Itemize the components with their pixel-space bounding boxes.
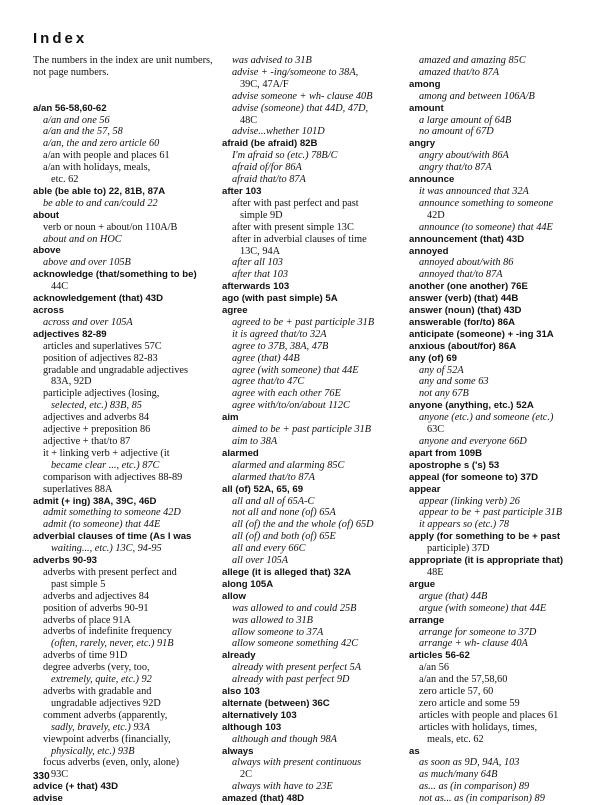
index-subentry: any of 52A (419, 364, 464, 376)
index-subentry: already with present perfect 5A (232, 662, 362, 674)
index-subentry: was allowed to and could 25B (232, 602, 357, 614)
index-subentry: arrange + wh- clause 40A (419, 638, 528, 650)
index-subentry: 13C, 94A (240, 245, 281, 257)
index-headword: allow (222, 590, 246, 602)
index-subentry: arrange for someone to 37D (419, 626, 537, 638)
index-subentry: agree to 37B, 38A, 47B (232, 340, 329, 352)
index-headword: amount (409, 102, 444, 114)
index-subentry: any and some 63 (419, 376, 489, 388)
index-headword: afraid (be afraid) 82B (222, 138, 318, 150)
index-subentry: adverbs of indefinite frequency (43, 626, 172, 638)
index-subentry: admit something to someone 42D (43, 507, 181, 519)
index-subentry: adjective + preposition 86 (43, 424, 151, 436)
index-subentry: after with past perfect and past (232, 197, 359, 209)
index-headword: amazed (that) 48D (222, 793, 305, 805)
index-subentry: agree (that) 44B (232, 352, 300, 364)
index-subentry: afraid that/to 87A (232, 174, 306, 186)
index-column-2 (222, 55, 402, 805)
index-subentry: no amount of 67D (419, 126, 494, 138)
index-headword: agree (222, 305, 248, 317)
index-subentry: among and between 106A/B (419, 90, 535, 102)
index-headword: annoyed (409, 245, 449, 257)
index-subentry: was allowed to 31B (232, 614, 313, 626)
index-subentry: as soon as 9D, 94A, 103 (419, 757, 520, 769)
index-subentry: 42D (427, 209, 445, 221)
index-subentry: adverbs with present perfect and (43, 566, 177, 578)
index-headword: adverbs 90-93 (33, 555, 97, 567)
index-subentry: zero article 57, 60 (419, 686, 494, 698)
index-subentry: gradable and ungradable adjectives (43, 364, 188, 376)
index-subentry: comparison with adjectives 88-89 (43, 471, 183, 483)
index-subentry: 63C (427, 424, 445, 436)
index-headword: anticipate (someone) + -ing 31A (409, 328, 554, 340)
index-headword: appear (409, 483, 441, 495)
index-headword: acknowledge (that/something to be) (33, 269, 197, 281)
index-subentry: participle adjectives (losing, (43, 388, 160, 400)
index-subentry: allow someone something 42C (232, 638, 359, 650)
index-subentry: participle) 37D (427, 543, 490, 555)
index-headword: alternatively 103 (222, 709, 297, 721)
index-subentry: articles with holidays, times, (419, 721, 538, 733)
index-entries (222, 55, 402, 805)
index-subentry: agreed to be + past participle 31B (232, 316, 375, 328)
index-subentry: 2C (240, 769, 253, 781)
index-headword: among (409, 78, 441, 90)
index-headword: although 103 (222, 721, 282, 733)
index-subentry: simple 9D (240, 209, 283, 221)
index-title: Index (33, 30, 88, 47)
index-subentry: a/an, the and zero article 60 (43, 138, 160, 150)
index-headword: ago (with past simple) 5A (222, 293, 338, 305)
index-headword: apostrophe s ('s) 53 (409, 459, 500, 471)
index-subentry: across and over 105A (43, 316, 133, 328)
index-headword: a/an 56-58,60-62 (33, 102, 107, 114)
index-subentry: degree adverbs (very, too, (43, 662, 150, 674)
index-subentry: admit (to someone) that 44E (43, 519, 161, 531)
index-subentry: extremely, quite, etc.) 92 (51, 674, 152, 686)
index-headword: angry (409, 138, 436, 150)
index-subentry: argue (that) 44B (419, 590, 488, 602)
index-subentry: always with have to 23E (232, 781, 333, 793)
index-subentry: aimed to be + past participle 31B (232, 424, 372, 436)
index-headword: anyone (anything, etc.) 52A (409, 400, 534, 412)
index-subentry: above and over 105B (43, 257, 131, 269)
index-subentry: articles and superlatives 57C (43, 340, 162, 352)
index-subentry: angry about/with 86A (419, 150, 509, 162)
index-subentry: afraid of/for 86A (232, 162, 302, 174)
index-subentry: 48C (240, 114, 258, 126)
index-subentry: a large amount of 64B (419, 114, 512, 126)
index-subentry: etc. 62 (51, 174, 79, 186)
index-subentry: allow someone to 37A (232, 626, 324, 638)
index-headword: all (of) 52A, 65, 69 (222, 483, 304, 495)
index-subentry: after that 103 (232, 269, 289, 281)
index-subentry: amazed and amazing 85C (419, 55, 526, 66)
index-entries (409, 55, 587, 805)
index-headword: apart from 109B (409, 447, 483, 459)
index-subentry: all and all of 65A-C (232, 495, 315, 507)
index-subentry: appear (linking verb) 26 (419, 495, 520, 507)
index-subentry: argue (with someone) that 44E (419, 602, 547, 614)
index-headword: always (222, 745, 254, 757)
index-subentry: superlatives 88A (43, 483, 113, 495)
index-column-3 (409, 55, 587, 805)
index-subentry: announce something to someone (419, 197, 554, 209)
index-subentry: adverbs of place 91A (43, 614, 131, 626)
index-headword: announce (409, 174, 455, 186)
index-subentry: became clear ..., etc.) 87C (51, 459, 160, 471)
index-headword: apply (for something to be + past (409, 531, 561, 543)
index-subentry: not all and none (of) 65A (232, 507, 336, 519)
index-subentry: adverbs and adjectives 84 (43, 590, 150, 602)
index-subentry: a/an with people and places 61 (43, 150, 170, 162)
index-headword: advise (33, 793, 63, 805)
index-subentry: advise someone + wh- clause 40B (232, 90, 373, 102)
index-subentry: about and on HOC (43, 233, 122, 245)
index-subentry: after with present simple 13C (232, 221, 354, 233)
index-subentry: as much/many 64B (419, 769, 498, 781)
index-subentry: alarmed and alarming 85C (232, 459, 345, 471)
index-headword: advice (+ that) 43D (33, 781, 119, 793)
index-subentry: all and every 66C (232, 543, 306, 555)
index-headword: adjectives 82-89 (33, 328, 107, 340)
index-subentry: although and though 98A (232, 733, 337, 745)
index-entries (33, 79, 215, 805)
spacer (33, 79, 215, 91)
index-subentry: selected, etc.) 83B, 85 (51, 400, 142, 412)
index-subentry: all (of) the and the whole (of) 65D (232, 519, 374, 531)
index-headword: alternate (between) 36C (222, 697, 330, 709)
index-subentry: 93C (51, 769, 69, 781)
index-subentry: zero article and some 59 (419, 697, 520, 709)
index-subentry: advise...whether 101D (232, 126, 325, 138)
index-subentry: position of adjectives 82-83 (43, 352, 158, 364)
index-subentry: past simple 5 (51, 578, 106, 590)
index-subentry: all (of) and both (of) 65E (232, 531, 336, 543)
index-headword: as (409, 745, 420, 757)
index-headword: appeal (for someone to) 37D (409, 471, 539, 483)
index-subentry: appear to be + past participle 31B (419, 507, 563, 519)
index-subentry: focus adverbs (even, only, alone) (43, 757, 180, 769)
index-headword: after 103 (222, 185, 262, 197)
index-subentry: advise (someone) that 44D, 47D, (232, 102, 369, 114)
index-headword: any (of) 69 (409, 352, 457, 364)
index-subentry: be able to and can/could 22 (43, 197, 158, 209)
index-subentry: 83A, 92D (51, 376, 92, 388)
index-headword: afterwards 103 (222, 281, 290, 293)
index-subentry: agree with each other 76E (232, 388, 341, 400)
index-subentry: not any 67B (419, 388, 469, 400)
spacer (33, 91, 215, 103)
index-subentry: agree (with someone) that 44E (232, 364, 359, 376)
index-subentry: viewpoint adverbs (financially, (43, 733, 171, 745)
index-column-1 (33, 55, 215, 805)
index-intro: The numbers in the index are unit numbers, not page numbers. (33, 55, 213, 78)
index-subentry: all over 105A (232, 555, 289, 567)
index-subentry: I'm afraid so (etc.) 78B/C (232, 150, 338, 162)
index-subentry: advise + -ing/someone to 38A, (232, 66, 359, 78)
index-subentry: it is agreed that/to 32A (232, 328, 327, 340)
index-subentry: 44C (51, 281, 69, 293)
index-headword: arrange (409, 614, 445, 626)
index-subentry: ungradable adjectives 92D (51, 697, 161, 709)
index-subentry: aim to 38A (232, 436, 278, 447)
index-subentry: adverbs of time 91D (43, 650, 128, 662)
index-subentry: amazed that/to 87A (419, 66, 500, 78)
index-headword: articles 56-62 (409, 650, 470, 662)
index-subentry: it appears so (etc.) 78 (419, 519, 510, 531)
index-headword: along 105A (222, 578, 274, 590)
index-subentry: not as... as (in comparison) 89 (419, 793, 545, 805)
index-subentry: verb or noun + about/on 110A/B (43, 221, 178, 233)
index-headword: already (222, 650, 256, 662)
index-headword: about (33, 209, 60, 221)
index-subentry: after in adverbial clauses of time (232, 233, 367, 245)
index-subentry: position of adverbs 90-91 (43, 602, 149, 614)
index-subentry: 39C, 47A/F (240, 78, 289, 90)
index-headword: appropriate (it is appropriate that) (409, 555, 564, 567)
index-subentry: sadly, bravely, etc.) 93A (51, 721, 150, 733)
index-headword: anxious (about/for) 86A (409, 340, 517, 352)
index-subentry: it + linking verb + adjective (it (43, 447, 170, 459)
index-subentry: it was announced that 32A (419, 185, 529, 197)
index-subentry: adjectives and adverbs 84 (43, 412, 150, 424)
index-subentry: a/an with holidays, meals, (43, 162, 151, 174)
index-headword: argue (409, 578, 436, 590)
index-subentry: a/an 56 (419, 662, 450, 674)
index-subentry: 48E (427, 566, 444, 578)
index-headword: answerable (for/to) 86A (409, 316, 516, 328)
index-subentry: anyone (etc.) and someone (etc.) (419, 412, 554, 424)
index-headword: admit (+ ing) 38A, 39C, 46D (33, 495, 157, 507)
index-headword: across (33, 305, 64, 316)
index-subentry: annoyed that/to 87A (419, 269, 503, 281)
page-number: 330 (33, 771, 50, 782)
index-subentry: anyone and everyone 66D (419, 436, 527, 447)
index-headword: another (one another) 76E (409, 281, 528, 293)
index-subentry: angry that/to 87A (419, 162, 492, 174)
index-subentry: articles with people and places 61 (419, 709, 559, 721)
index-subentry: adverbs with gradable and (43, 686, 152, 697)
index-subentry: annoyed about/with 86 (419, 257, 514, 269)
index-headword: alarmed (222, 447, 259, 459)
index-headword: answer (verb) (that) 44B (409, 293, 519, 305)
index-subentry: already with past perfect 9D (232, 674, 350, 686)
index-subentry: waiting..., etc.) 13C, 94-95 (51, 543, 162, 555)
index-headword: also 103 (222, 686, 260, 698)
index-headword: adverbial clauses of time (As I was (33, 531, 192, 543)
index-subentry: announce (to someone) that 44E (419, 221, 553, 233)
index-subentry: a/an and one 56 (43, 114, 110, 126)
index-subentry: (often, rarely, never, etc.) 91B (51, 638, 174, 650)
index-subentry: as... as (in comparison) 89 (419, 781, 530, 793)
index-headword: answer (noun) (that) 43D (409, 305, 522, 317)
index-subentry: always with present continuous (232, 757, 362, 769)
index-headword: allege (it is alleged that) 32A (222, 566, 352, 578)
index-headword: acknowledgement (that) 43D (33, 293, 164, 305)
index-subentry: after all 103 (232, 257, 283, 269)
index-headword: able (be able to) 22, 81B, 87A (33, 185, 166, 197)
index-subentry: agree that/to 47C (232, 376, 305, 388)
index-subentry: a/an and the 57,58,60 (419, 674, 508, 686)
index-headword: above (33, 245, 61, 257)
index-subentry: adjective + that/to 87 (43, 435, 131, 447)
index-subentry: physically, etc.) 93B (51, 745, 135, 757)
index-headword: aim (222, 412, 239, 424)
index-subentry: was advised to 31B (232, 55, 312, 66)
index-subentry: a/an and the 57, 58 (43, 126, 123, 138)
index-subentry: comment adverbs (apparently, (43, 709, 168, 721)
index-subentry: alarmed that/to 87A (232, 471, 315, 483)
index-subentry: meals, etc. 62 (427, 733, 484, 745)
index-headword: announcement (that) 43D (409, 233, 525, 245)
index-subentry: agree with/to/on/about 112C (232, 400, 350, 412)
